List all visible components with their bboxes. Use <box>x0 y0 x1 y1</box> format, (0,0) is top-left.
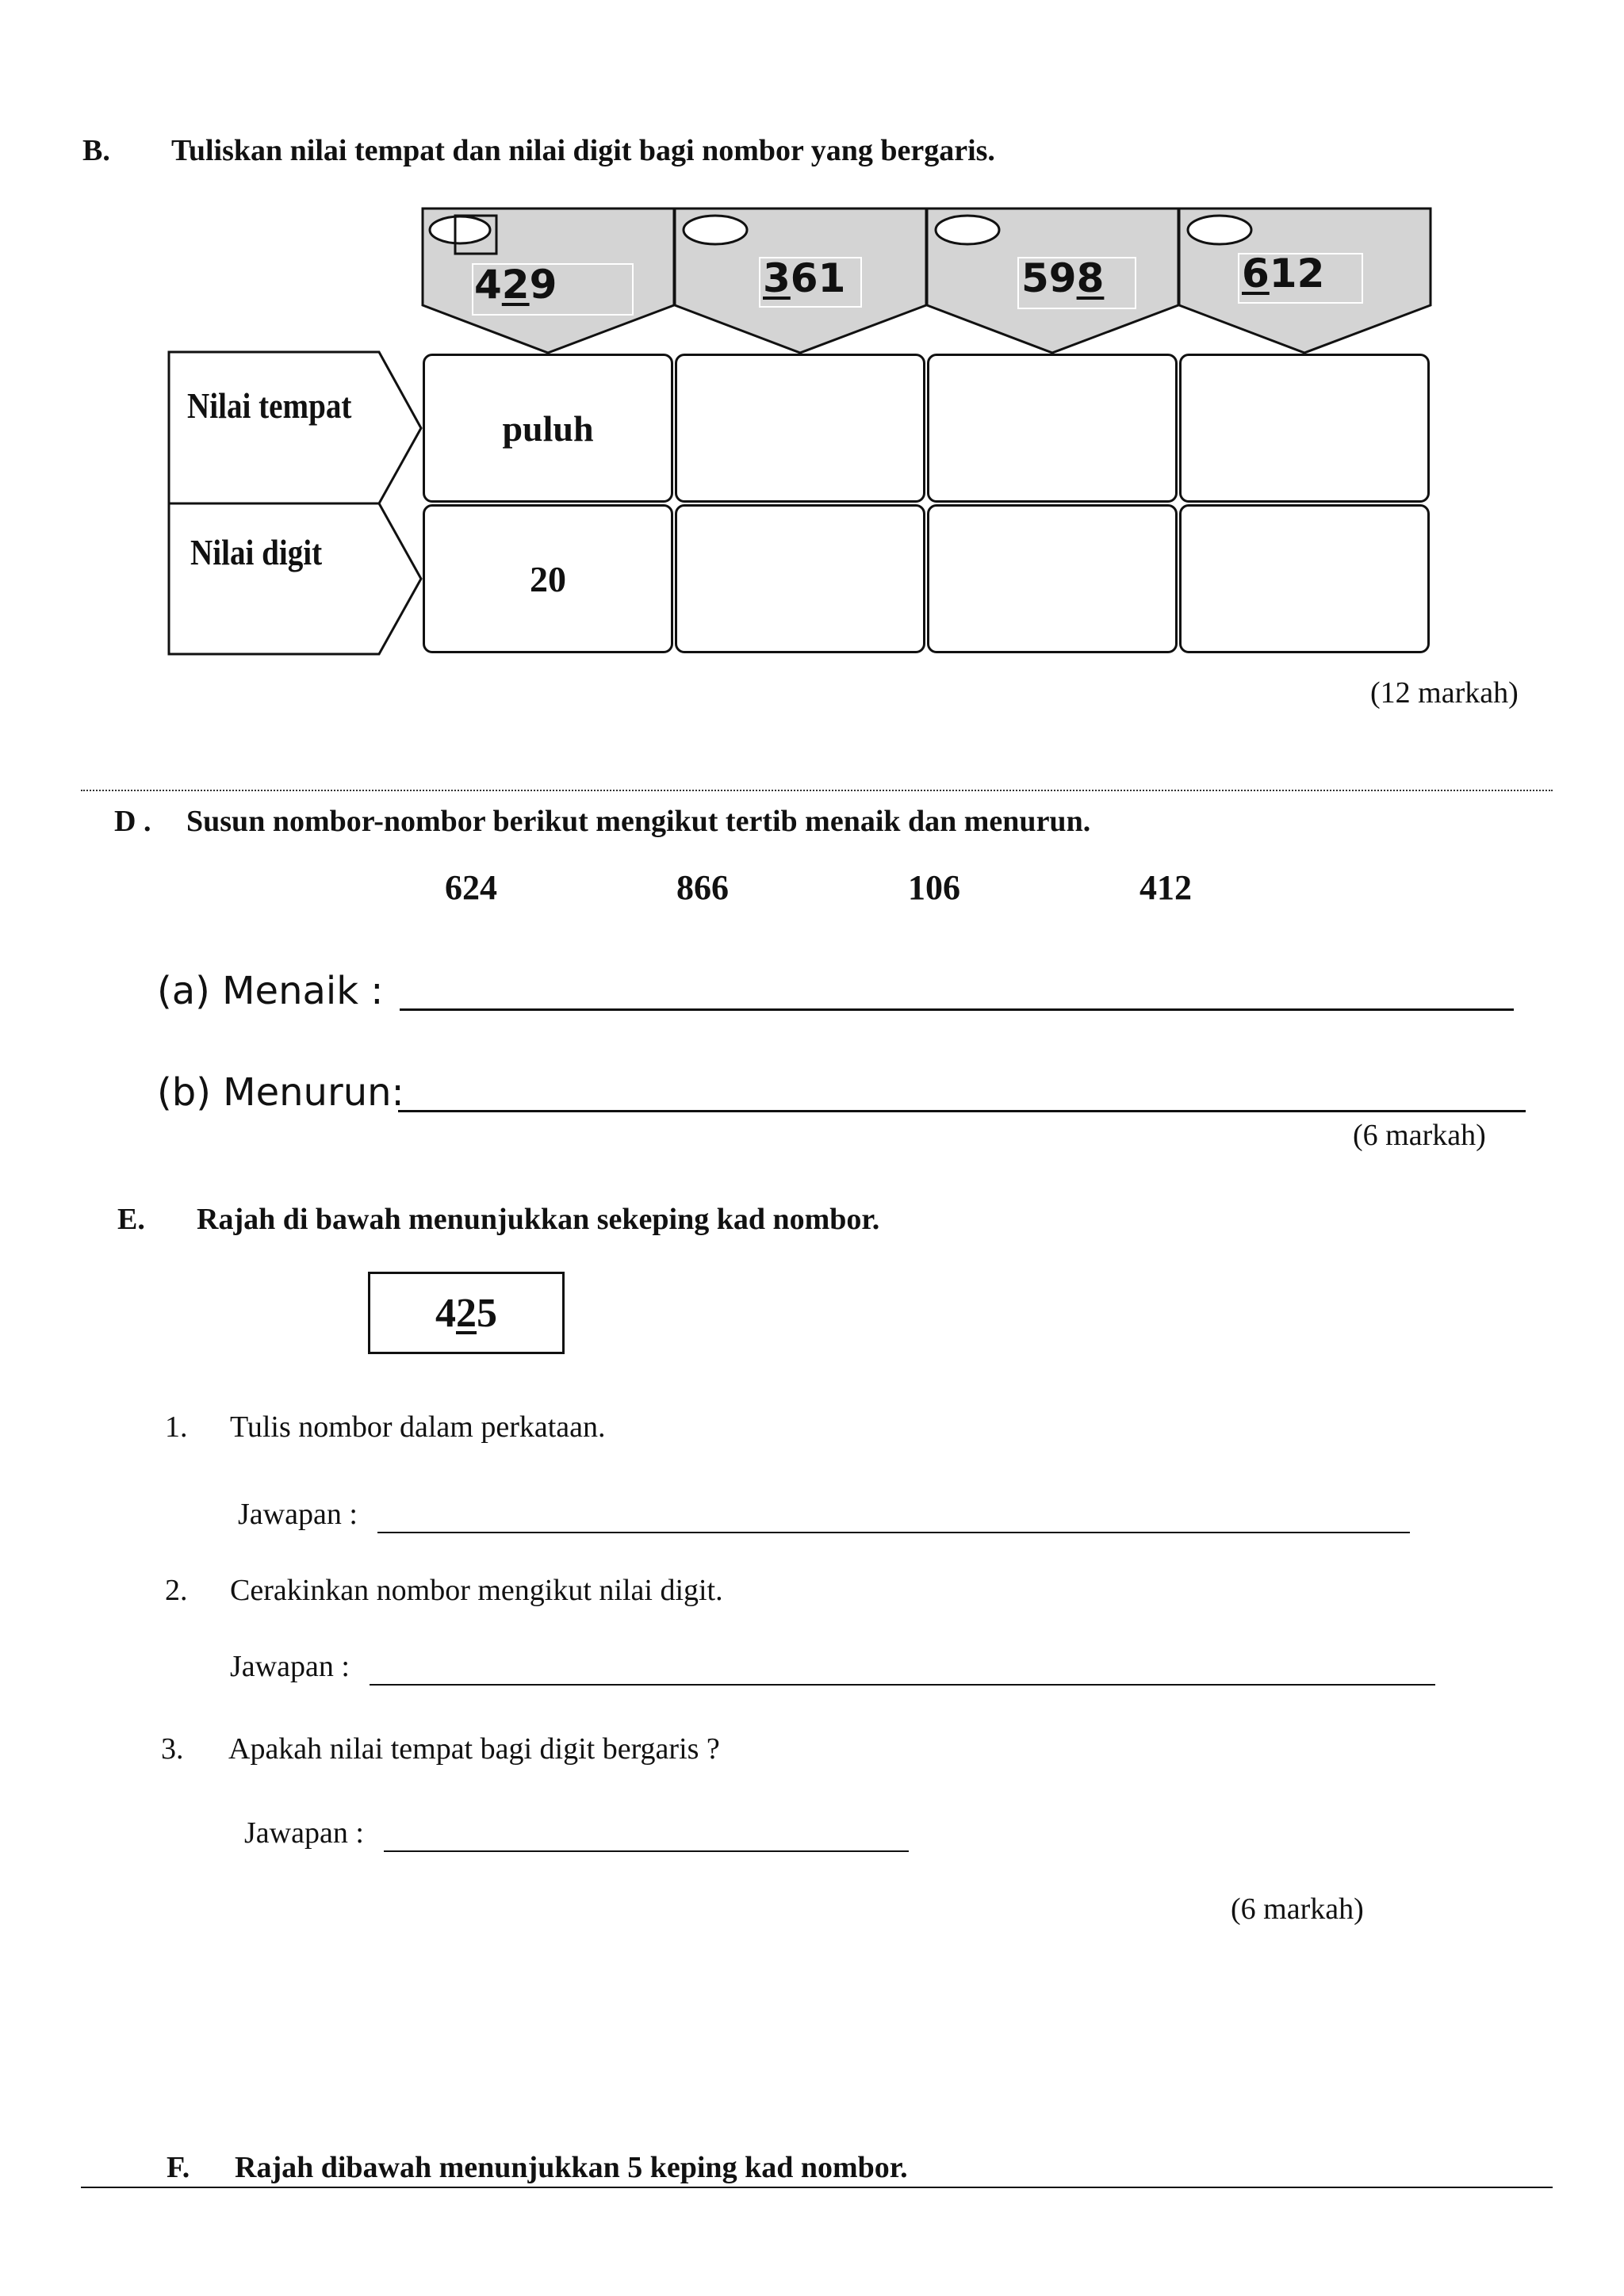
section-divider <box>81 790 1553 791</box>
cloud-icon <box>1188 216 1251 244</box>
section-b-marks: (12 markah) <box>1370 676 1519 710</box>
question-3-text: Apakah nilai tempat bagi digit bergaris ? <box>228 1732 720 1766</box>
section-d-marks: (6 markah) <box>1353 1119 1486 1152</box>
cloud-icon <box>936 216 999 244</box>
section-f-letter: F. <box>167 2151 190 2184</box>
descending-answer-line[interactable] <box>398 1073 1526 1112</box>
number-to-sort: 412 <box>1139 868 1192 907</box>
section-b-instruction: Tuliskan nilai tempat dan nilai digit bagi nombor yang bergaris. <box>171 134 995 167</box>
number-to-sort: 106 <box>908 868 960 907</box>
place-value-cell-2[interactable] <box>675 354 925 503</box>
question-1-text: Tulis nombor dalam perkataan. <box>230 1410 606 1444</box>
number-card: 425 <box>368 1272 565 1354</box>
section-e-instruction: Rajah di bawah menunjukkan sekeping kad nombor. <box>197 1203 880 1236</box>
section-f-instruction: Rajah dibawah menunjukkan 5 keping kad nombor. <box>235 2151 908 2184</box>
answer-label: Jawapan : <box>244 1816 364 1850</box>
bottom-rule <box>81 2187 1553 2188</box>
answer-label: Jawapan : <box>238 1498 358 1531</box>
section-d-instruction: Susun nombor-nombor berikut mengikut tertib menaik dan menurun. <box>186 805 1091 838</box>
label-arrow-place <box>169 352 421 503</box>
place-value-cell-4[interactable] <box>1179 354 1430 503</box>
descending-label: (b) Menurun: <box>157 1070 404 1115</box>
digit-value-cell-4[interactable] <box>1179 504 1430 653</box>
place-value-cell-3[interactable] <box>927 354 1178 503</box>
number-2: 361 <box>763 255 846 301</box>
answer-line-2[interactable] <box>370 1649 1435 1686</box>
answer-label: Jawapan : <box>230 1650 350 1683</box>
question-1-number: 1. <box>165 1410 188 1444</box>
digit-value-cell-1[interactable] <box>423 504 673 653</box>
number-to-sort: 624 <box>445 868 497 907</box>
section-e-letter: E. <box>117 1203 145 1236</box>
answer-line-1[interactable] <box>377 1497 1410 1533</box>
example-digit-value: 20 <box>530 558 566 599</box>
digit-value-cell-3[interactable] <box>927 504 1178 653</box>
ascending-label: (a) Menaik : <box>157 969 384 1013</box>
section-b-letter: B. <box>82 134 110 167</box>
label-arrow-digit <box>169 503 421 654</box>
row-label-digit-value: Nilai digit <box>190 532 323 572</box>
row-label-place-value: Nilai tempat <box>187 385 352 426</box>
cloud-icon <box>430 216 490 243</box>
place-value-cell-1[interactable] <box>423 354 673 503</box>
question-3-number: 3. <box>161 1732 184 1766</box>
number-3: 598 <box>1021 255 1105 301</box>
question-2-number: 2. <box>165 1574 188 1607</box>
section-d-letter: D . <box>114 805 151 838</box>
example-place-value: puluh <box>502 408 594 449</box>
cloud-icon <box>684 216 747 244</box>
answer-line-3[interactable] <box>384 1816 909 1852</box>
number-to-sort: 866 <box>676 868 729 907</box>
ascending-answer-line[interactable] <box>400 972 1514 1011</box>
question-2-text: Cerakinkan nombor mengikut nilai digit. <box>230 1574 723 1607</box>
number-1: 429 <box>474 262 557 308</box>
digit-value-cell-2[interactable] <box>675 504 925 653</box>
number-4: 612 <box>1242 251 1325 297</box>
section-e-marks: (6 markah) <box>1231 1892 1364 1926</box>
